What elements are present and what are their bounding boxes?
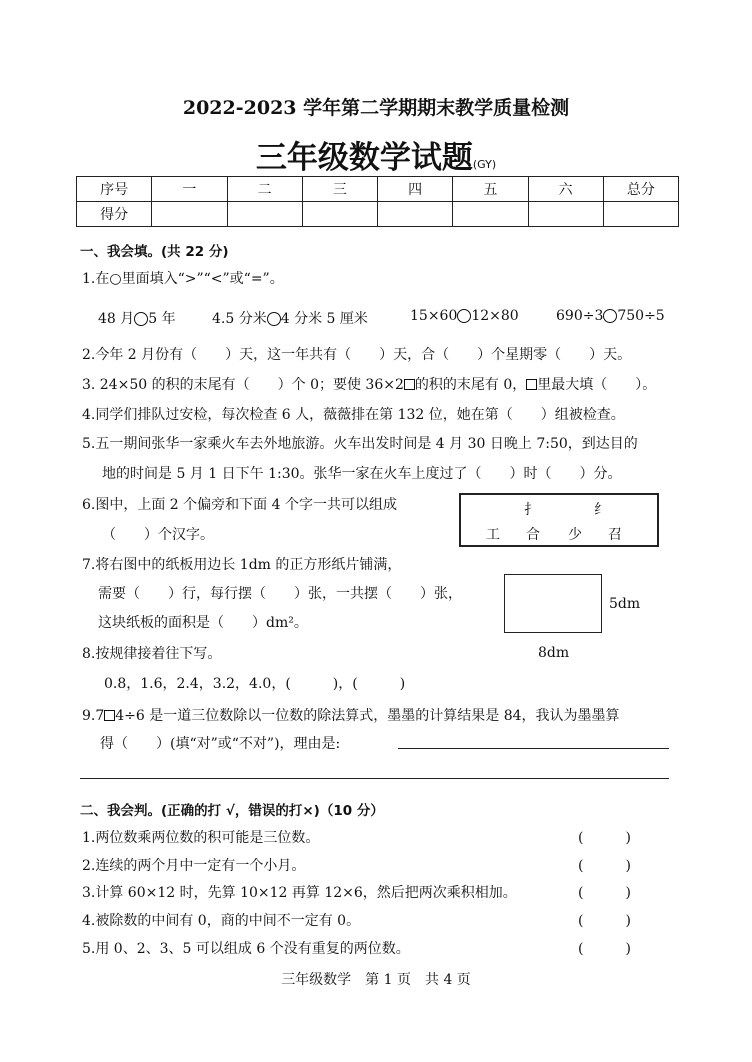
char-zhao: 召 — [608, 527, 622, 543]
table-cell: 得分 — [77, 202, 152, 227]
radical-si: 纟 — [594, 502, 608, 518]
height-label: 5dm — [609, 596, 641, 612]
judge-item-5: 5.用 0、2、3、5 可以组成 6 个没有重复的两位数。 — [82, 941, 410, 957]
answer-paren[interactable]: ( ) — [578, 913, 631, 929]
section1-heading: 一、我会填。(共 22 分) — [80, 244, 229, 260]
question-2: 2.今年 2 月份有（ ）天，这一年共有（ ）天，合（ ）个星期零（ ）天。 — [82, 347, 632, 363]
blank-square-icon — [526, 379, 537, 390]
score-cell[interactable] — [603, 202, 678, 227]
question-1: 1.在○里面填入“>”“<”或“=”。 — [82, 271, 284, 287]
compare-circle[interactable] — [603, 309, 617, 323]
answer-paren[interactable]: ( ) — [578, 885, 631, 901]
subtitle-tag: (GY) — [472, 158, 497, 171]
judge-item-1: 1.两位数乘两位数的积可能是三位数。 — [82, 830, 320, 846]
question-9-line1: 9.7 4÷6 是一道三位数除以一位数的除法算式，墨墨的计算结果是 84，我认为墨墨算 — [82, 708, 620, 724]
score-cell[interactable] — [152, 202, 227, 227]
exam-subtitle: 三年级数学试题(GY) — [255, 140, 497, 176]
score-cell[interactable] — [528, 202, 603, 227]
question-6-line1: 6.图中，上面 2 个偏旁和下面 4 个字一共可以组成 — [82, 497, 397, 513]
table-cell: 序号 — [77, 177, 152, 202]
table-cell: 六 — [528, 177, 603, 202]
blank-square-icon — [104, 710, 115, 721]
score-cell[interactable] — [378, 202, 453, 227]
score-cell[interactable] — [453, 202, 528, 227]
question-8-line2: 0.8，1.6，2.4，3.2，4.0，( )，( ) — [104, 676, 406, 692]
compare-circle[interactable] — [457, 309, 471, 323]
char-he: 合 — [526, 527, 540, 543]
table-cell: 三 — [302, 177, 377, 202]
judge-item-3: 3.计算 60×12 时，先算 10×12 再算 12×6，然后把两次乘积相加。 — [82, 885, 517, 901]
compare-item-2: 4.5 分米 4 分米 5 厘米 — [212, 311, 368, 327]
score-cell[interactable] — [302, 202, 377, 227]
compare-item-4: 690÷3 750÷5 — [556, 308, 665, 324]
table-cell: 四 — [378, 177, 453, 202]
radical-shou: 扌 — [524, 502, 538, 518]
answer-paren[interactable]: ( ) — [578, 941, 631, 957]
blank-square-icon — [404, 379, 415, 390]
question-7-line3: 这块纸板的面积是（ ）dm²。 — [98, 615, 308, 631]
judge-item-4: 4.被除数的中间有 0，商的中间不一定有 0。 — [82, 913, 361, 929]
reason-answer-line-2[interactable] — [80, 778, 669, 779]
width-label: 8dm — [538, 645, 570, 661]
question-9-line2: 得（ ）(填“对”或“不对”)，理由是: — [100, 736, 341, 752]
question-5-line1: 5.五一期间张华一家乘火车去外地旅游。火车出发时间是 4 月 30 日晚上 7:50，到达目的 — [82, 436, 638, 452]
score-table-header-row — [77, 177, 679, 202]
compare-item-3: 15×60 12×80 — [410, 308, 519, 324]
score-table — [76, 176, 679, 227]
answer-paren[interactable]: ( ) — [578, 830, 631, 846]
question-5-line2: 地的时间是 5 月 1 日下午 1:30。张华一家在火车上度过了（ ）时（ ）分。 — [102, 466, 622, 482]
question-7-line2: 需要（ ）行，每行摆（ ）张，一共摆（ ）张， — [98, 586, 462, 602]
exam-title: 2022-2023 学年第二学期期末教学质量检测 — [182, 97, 570, 119]
section2-heading: 二、我会判。(正确的打 √，错误的打×)（10 分） — [80, 803, 384, 819]
page-footer: 三年级数学 第 1 页 共 4 页 — [281, 972, 471, 988]
score-cell[interactable] — [227, 202, 302, 227]
compare-circle[interactable] — [267, 312, 281, 326]
question-8-line1: 8.按规律接着往下写。 — [82, 646, 222, 662]
compare-item-1: 48 月 5 年 — [98, 311, 176, 327]
answer-paren[interactable]: ( ) — [578, 858, 631, 874]
question-7-line1: 7.将右图中的纸板用边长 1dm 的正方形纸片铺满， — [82, 557, 402, 573]
question-3: 3. 24×50 的积的末尾有（ ）个 0；要使 36×2 的积的末尾有 0， 里最大填（ ）。 — [82, 377, 657, 393]
reason-answer-line[interactable] — [398, 748, 669, 749]
question-6-line2: （ ）个汉字。 — [102, 527, 214, 543]
char-gong: 工 — [486, 527, 500, 543]
table-cell: 五 — [453, 177, 528, 202]
cardboard-rectangle — [504, 574, 602, 633]
question-4: 4.同学们排队过安检，每次检查 6 人，薇薇排在第 132 位，她在第（ ）组被检查。 — [82, 407, 625, 423]
judge-item-2: 2.连续的两个月中一定有一个小月。 — [82, 858, 306, 874]
table-cell: 二 — [227, 177, 302, 202]
compare-circle[interactable] — [134, 312, 148, 326]
char-shao: 少 — [568, 527, 582, 543]
table-cell: 总分 — [603, 177, 678, 202]
table-cell: 一 — [152, 177, 227, 202]
score-table-score-row — [77, 202, 679, 227]
